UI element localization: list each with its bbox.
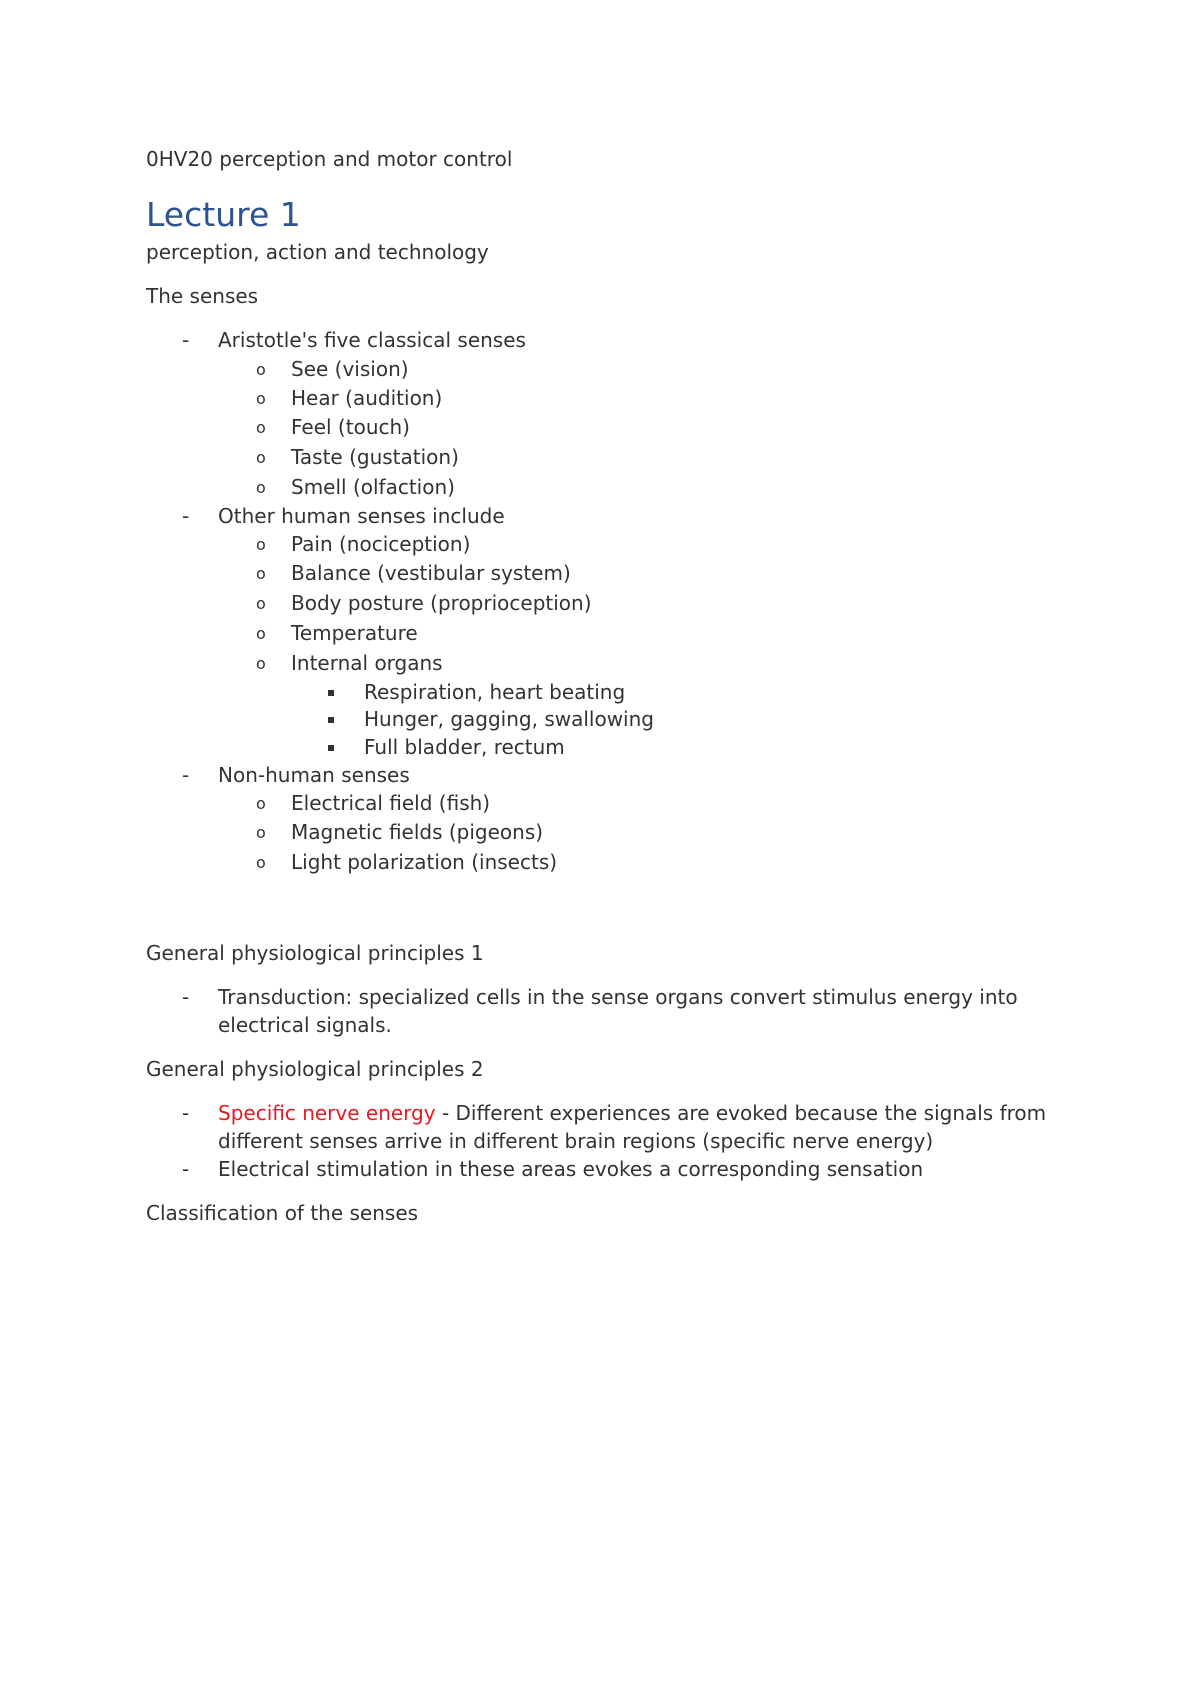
dash-bullet-icon: - <box>182 1157 190 1181</box>
list-item-text: electrical signals. <box>218 1013 392 1037</box>
list-item-text: Pain (nociception) <box>291 532 471 556</box>
circle-bullet-icon: o <box>256 624 266 643</box>
dash-bullet-icon: - <box>182 328 190 352</box>
dash-bullet-icon: - <box>182 1101 190 1125</box>
circle-bullet-icon: o <box>256 853 266 872</box>
dash-bullet-icon: - <box>182 504 190 528</box>
circle-bullet-icon: o <box>256 654 266 673</box>
section-title-classification: Classification of the senses <box>146 1201 419 1225</box>
list-item-text: Feel (touch) <box>291 415 410 439</box>
lecture-subtitle: perception, action and technology <box>146 240 489 264</box>
list-item-text: Electrical stimulation in these areas evokes a corresponding sensation <box>218 1157 924 1181</box>
square-bullet-icon <box>328 733 334 761</box>
list-item-text: Aristotle's five classical senses <box>218 328 526 352</box>
circle-bullet-icon: o <box>256 389 266 408</box>
list-item-text: Taste (gustation) <box>291 445 459 469</box>
list-item-text: Balance (vestibular system) <box>291 561 571 585</box>
list-item-text: Hear (audition) <box>291 386 443 410</box>
list-item-text: different senses arrive in different brain regions (specific nerve energy) <box>218 1129 934 1153</box>
list-item-text: See (vision) <box>291 357 409 381</box>
list-item-text: Smell (olfaction) <box>291 475 455 499</box>
list-item-text: Light polarization (insects) <box>291 850 558 874</box>
circle-bullet-icon: o <box>256 794 266 813</box>
list-item-text: Transduction: specialized cells in the sense organs convert stimulus energy into <box>218 985 1018 1009</box>
list-item-text: Electrical field (fish) <box>291 791 491 815</box>
list-item-text: Hunger, gagging, swallowing <box>364 707 654 731</box>
circle-bullet-icon: o <box>256 478 266 497</box>
section-title-principles-1: General physiological principles 1 <box>146 941 484 965</box>
circle-bullet-icon: o <box>256 823 266 842</box>
course-title: 0HV20 perception and motor control <box>146 147 513 171</box>
circle-bullet-icon: o <box>256 535 266 554</box>
dash-bullet-icon: - <box>182 985 190 1009</box>
circle-bullet-icon: o <box>256 448 266 467</box>
list-item-text: Body posture (proprioception) <box>291 591 592 615</box>
list-item-text: Temperature <box>291 621 418 645</box>
list-item-text <box>218 1099 1046 1127</box>
square-bullet-icon <box>328 678 334 706</box>
section-title-senses: The senses <box>146 284 259 308</box>
list-item-text: Non-human senses <box>218 763 410 787</box>
square-bullet-icon <box>328 705 334 733</box>
section-title-principles-2: General physiological principles 2 <box>146 1057 484 1081</box>
circle-bullet-icon: o <box>256 360 266 379</box>
list-item-text: Respiration, heart beating <box>364 680 626 704</box>
list-item-text: Magnetic fields (pigeons) <box>291 820 544 844</box>
list-item-text: Full bladder, rectum <box>364 735 565 759</box>
list-item-text: Other human senses include <box>218 504 505 528</box>
list-item-text: Internal organs <box>291 651 443 675</box>
circle-bullet-icon: o <box>256 564 266 583</box>
circle-bullet-icon: o <box>256 418 266 437</box>
circle-bullet-icon: o <box>256 594 266 613</box>
lecture-heading: Lecture 1 <box>146 195 301 234</box>
list-item-text-rest: - Different experiences are evoked because the signals from <box>435 1101 1047 1125</box>
dash-bullet-icon: - <box>182 763 190 787</box>
highlighted-term: Specific nerve energy <box>218 1101 436 1125</box>
